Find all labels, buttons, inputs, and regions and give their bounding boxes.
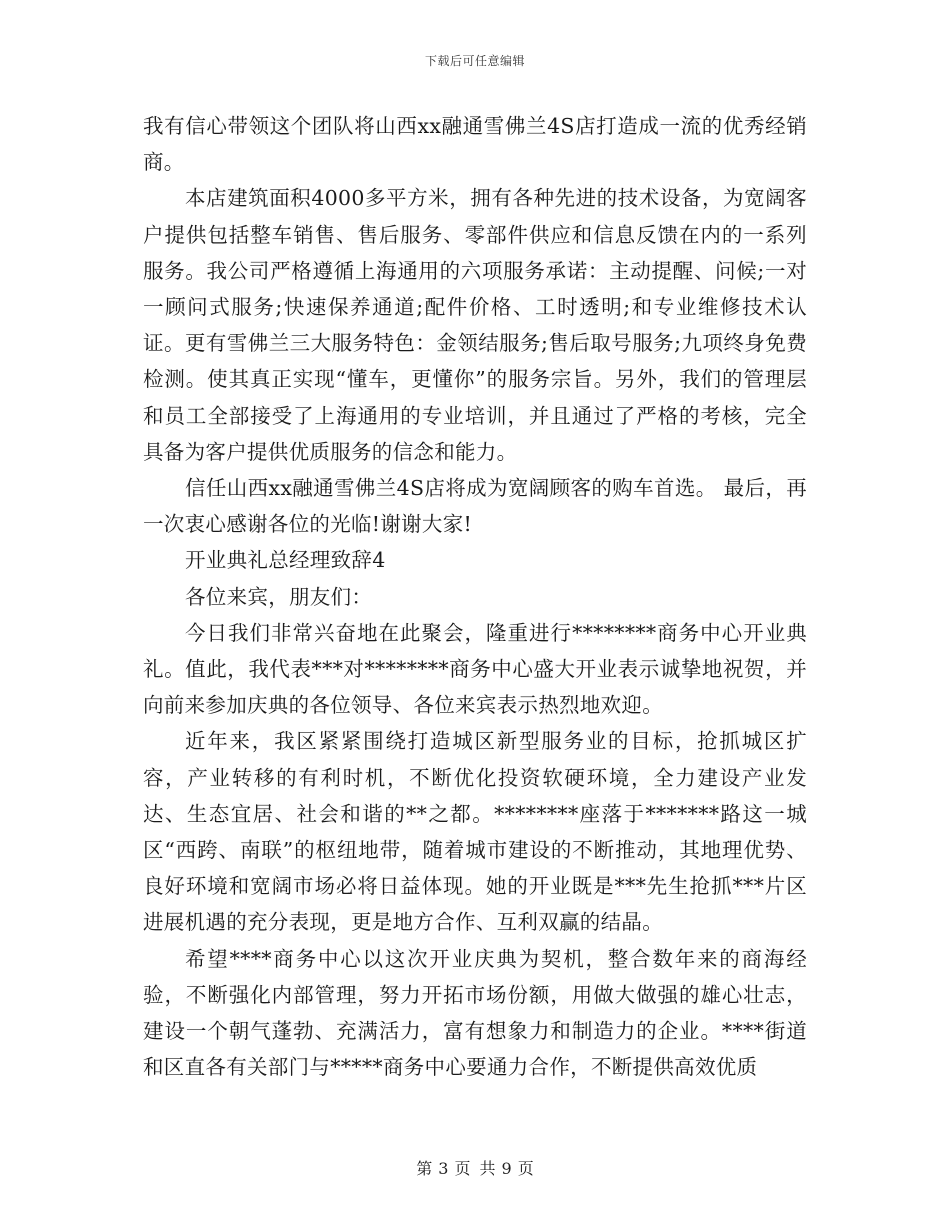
page-footer bbox=[0, 1156, 950, 1179]
paragraph: 本店建筑面积4000多平方米，拥有各种先进的技术设备，为宽阔客户提供包括整车销售、售后服务、零部件供应和信息反馈在内的一系列服务。我公司严格遵循上海通用的六项服务承诺：主动提醒、问候;一对一顾问式服务;快速保养通道;配件价格、工时透明;和专业维修技术认证。更有雪佛兰三大服务特色：金领结服务;售后取号服务;九项终身免费检测。使其真正实现“懂车，更懂你”的服务宗旨。另外，我们的管理层和员工全部接受了上海通用的专业培训，并且通过了严格的考核，完全具备为客户提供优质服务的信念和能力。 bbox=[143, 186, 807, 464]
paragraph: 信任山西xx融通雪佛兰4S店将成为宽阔顾客的购车首选。 最后，再一次衷心感谢各位的光临!谢谢大家! bbox=[143, 476, 807, 537]
footer-middle: 页 共 bbox=[454, 1159, 496, 1178]
salutation: 各位来宾，朋友们： bbox=[185, 584, 373, 609]
page-header-note: 下载后可任意编辑 bbox=[424, 54, 525, 68]
paragraph: 近年来，我区紧紧围绕打造城区新型服务业的目标，抢抓城区扩容，产业转移的有利时机，不断优化投资软硬环境，全力建设产业发达、生态宜居、社会和谐的**之都。********座落于*******路这一城区“西跨、南联”的枢纽地带，随着城市建设的不断推动，其地理优势、良好环境和宽阔市场必将日益体现。她的开业既是***先生抢抓***片区进展机遇的充分表现，更是地方合作、互利双赢的结晶。 bbox=[143, 729, 807, 935]
paragraph: 希望****商务中心以这次开业庆典为契机，整合数年来的商海经验，不断强化内部管理，努力开拓市场份额，用做大做强的雄心壮志，建设一个朝气蓬勃、充满活力，富有想象力和制造力的企业。****街道和区直各有关部门与*****商务中心要通力合作，不断提供高效优质 bbox=[143, 946, 807, 1080]
footer-prefix: 第 bbox=[416, 1159, 433, 1178]
footer-suffix: 页 bbox=[517, 1159, 534, 1178]
paragraph: 我有信心带领这个团队将山西xx融通雪佛兰4S店打造成一流的优秀经销商。 bbox=[143, 114, 807, 175]
footer-total-pages: 9 bbox=[501, 1159, 512, 1178]
section-heading: 开业典礼总经理致辞4 bbox=[185, 548, 386, 573]
document-body bbox=[143, 108, 807, 1085]
footer-page-number: 3 bbox=[438, 1159, 449, 1178]
paragraph: 今日我们非常兴奋地在此聚会，隆重进行********商务中心开业典礼。值此，我代表***对********商务中心盛大开业表示诚挚地祝贺，并向前来参加庆典的各位领导、各位来宾表示热烈地欢迎。 bbox=[143, 620, 807, 718]
